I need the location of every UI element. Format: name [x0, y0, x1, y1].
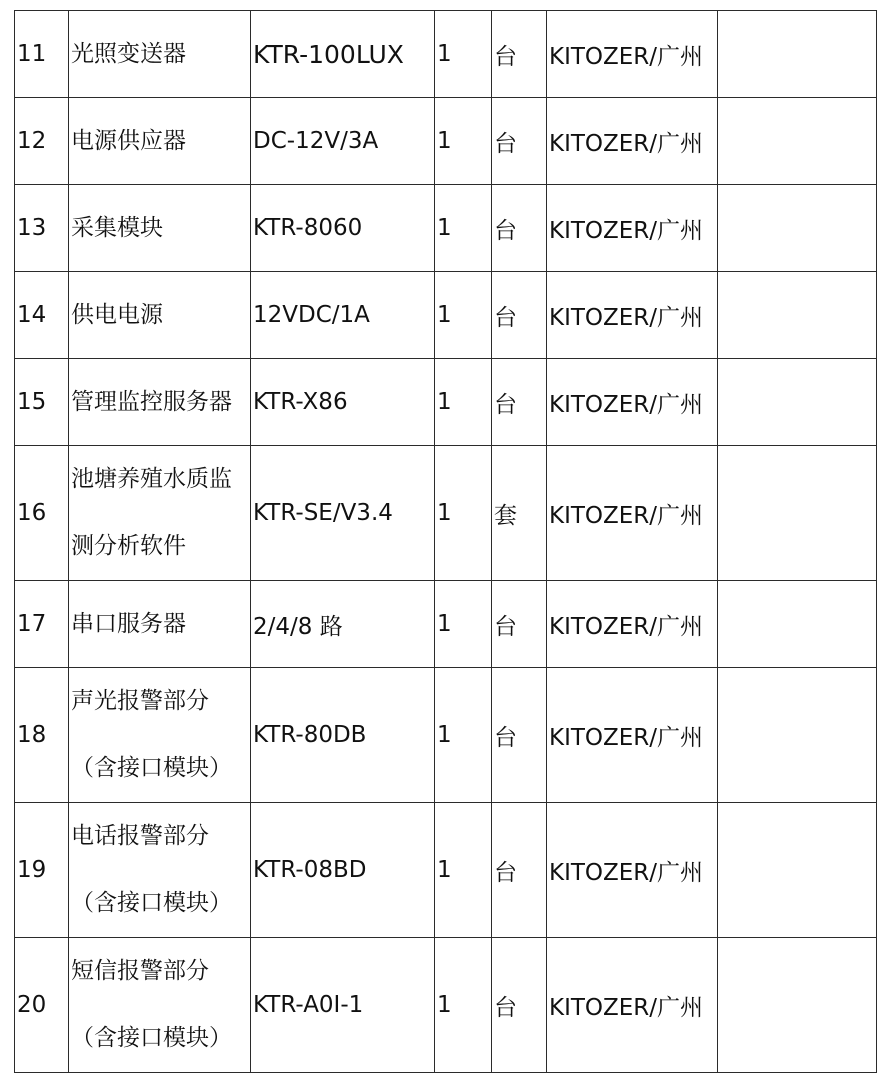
brand-cell: KITOZER/广州 [547, 185, 718, 272]
item-name-cell [69, 668, 251, 803]
item-number-cell: 12 [15, 98, 69, 185]
item-name-line: 池塘养殖水质监 [71, 466, 232, 492]
brand-cell: KITOZER/广州 [547, 938, 718, 1073]
quantity-cell: 1 [435, 359, 492, 446]
item-number-cell: 18 [15, 668, 69, 803]
item-name-cell [69, 185, 251, 272]
model-cell: KTR-X86 [251, 359, 435, 446]
note-cell [718, 668, 877, 803]
item-name-line: 电源供应器 [71, 127, 186, 154]
item-number-cell: 16 [15, 446, 69, 581]
model-cell: KTR-100LUX [251, 11, 435, 98]
table-row [15, 359, 877, 446]
note-cell [718, 185, 877, 272]
unit-cell: 台 [492, 359, 547, 446]
quantity-cell: 1 [435, 98, 492, 185]
table-row [15, 98, 877, 185]
model-cell: 12VDC/1A [251, 272, 435, 359]
brand-cell: KITOZER/广州 [547, 668, 718, 803]
item-number-cell: 13 [15, 185, 69, 272]
item-name-line: （含接口模块） [71, 1025, 232, 1051]
brand-cell: KITOZER/广州 [547, 446, 718, 581]
item-number-cell: 15 [15, 359, 69, 446]
item-number-cell: 17 [15, 581, 69, 668]
quantity-cell: 1 [435, 11, 492, 98]
unit-cell: 台 [492, 185, 547, 272]
item-name-line: 采集模块 [71, 214, 163, 241]
item-name-line: 声光报警部分 [71, 688, 209, 714]
model-cell: DC-12V/3A [251, 98, 435, 185]
model-cell: 2/4/8 路 [251, 581, 435, 668]
item-name-line: （含接口模块） [71, 755, 232, 781]
quantity-cell: 1 [435, 272, 492, 359]
item-name-cell [69, 803, 251, 938]
item-name-line: 管理监控服务器 [71, 388, 232, 415]
item-name-line: （含接口模块） [71, 890, 232, 916]
model-cell: KTR-SE/V3.4 [251, 446, 435, 581]
item-name-cell [69, 581, 251, 668]
item-name-line: 串口服务器 [71, 610, 186, 637]
item-name-cell [69, 272, 251, 359]
item-name-cell [69, 446, 251, 581]
item-name-line: 测分析软件 [71, 533, 186, 559]
item-number-cell: 14 [15, 272, 69, 359]
model-cell: KTR-8060 [251, 185, 435, 272]
table-row [15, 11, 877, 98]
item-number-cell: 11 [15, 11, 69, 98]
unit-cell: 台 [492, 581, 547, 668]
item-name-line: 短信报警部分 [71, 958, 209, 984]
quantity-cell: 1 [435, 803, 492, 938]
model-cell: KTR-08BD [251, 803, 435, 938]
table-row [15, 581, 877, 668]
note-cell [718, 98, 877, 185]
item-name-cell [69, 359, 251, 446]
note-cell [718, 446, 877, 581]
item-name-line: 供电电源 [71, 301, 163, 328]
model-cell: KTR-A0I-1 [251, 938, 435, 1073]
brand-cell: KITOZER/广州 [547, 581, 718, 668]
item-name-line: 光照变送器 [71, 40, 186, 67]
quantity-cell: 1 [435, 581, 492, 668]
unit-cell: 台 [492, 98, 547, 185]
item-name-cell [69, 938, 251, 1073]
quantity-cell: 1 [435, 938, 492, 1073]
table-row [15, 446, 877, 581]
table-row [15, 272, 877, 359]
item-number-cell: 19 [15, 803, 69, 938]
brand-cell: KITOZER/广州 [547, 272, 718, 359]
brand-cell: KITOZER/广州 [547, 803, 718, 938]
unit-cell: 套 [492, 446, 547, 581]
brand-cell: KITOZER/广州 [547, 98, 718, 185]
note-cell [718, 359, 877, 446]
note-cell [718, 803, 877, 938]
quantity-cell: 1 [435, 668, 492, 803]
item-name-line: 电话报警部分 [71, 823, 209, 849]
table-row [15, 185, 877, 272]
brand-cell: KITOZER/广州 [547, 359, 718, 446]
note-cell [718, 938, 877, 1073]
equipment-table [14, 10, 877, 1073]
unit-cell: 台 [492, 668, 547, 803]
note-cell [718, 11, 877, 98]
quantity-cell: 1 [435, 446, 492, 581]
item-name-cell [69, 11, 251, 98]
item-name-cell [69, 98, 251, 185]
unit-cell: 台 [492, 803, 547, 938]
table-row [15, 803, 877, 938]
quantity-cell: 1 [435, 185, 492, 272]
table-row [15, 938, 877, 1073]
brand-cell: KITOZER/广州 [547, 11, 718, 98]
unit-cell: 台 [492, 11, 547, 98]
table-body [15, 11, 877, 1073]
item-number-cell: 20 [15, 938, 69, 1073]
note-cell [718, 581, 877, 668]
unit-cell: 台 [492, 938, 547, 1073]
model-cell: KTR-80DB [251, 668, 435, 803]
table-row [15, 668, 877, 803]
note-cell [718, 272, 877, 359]
unit-cell: 台 [492, 272, 547, 359]
